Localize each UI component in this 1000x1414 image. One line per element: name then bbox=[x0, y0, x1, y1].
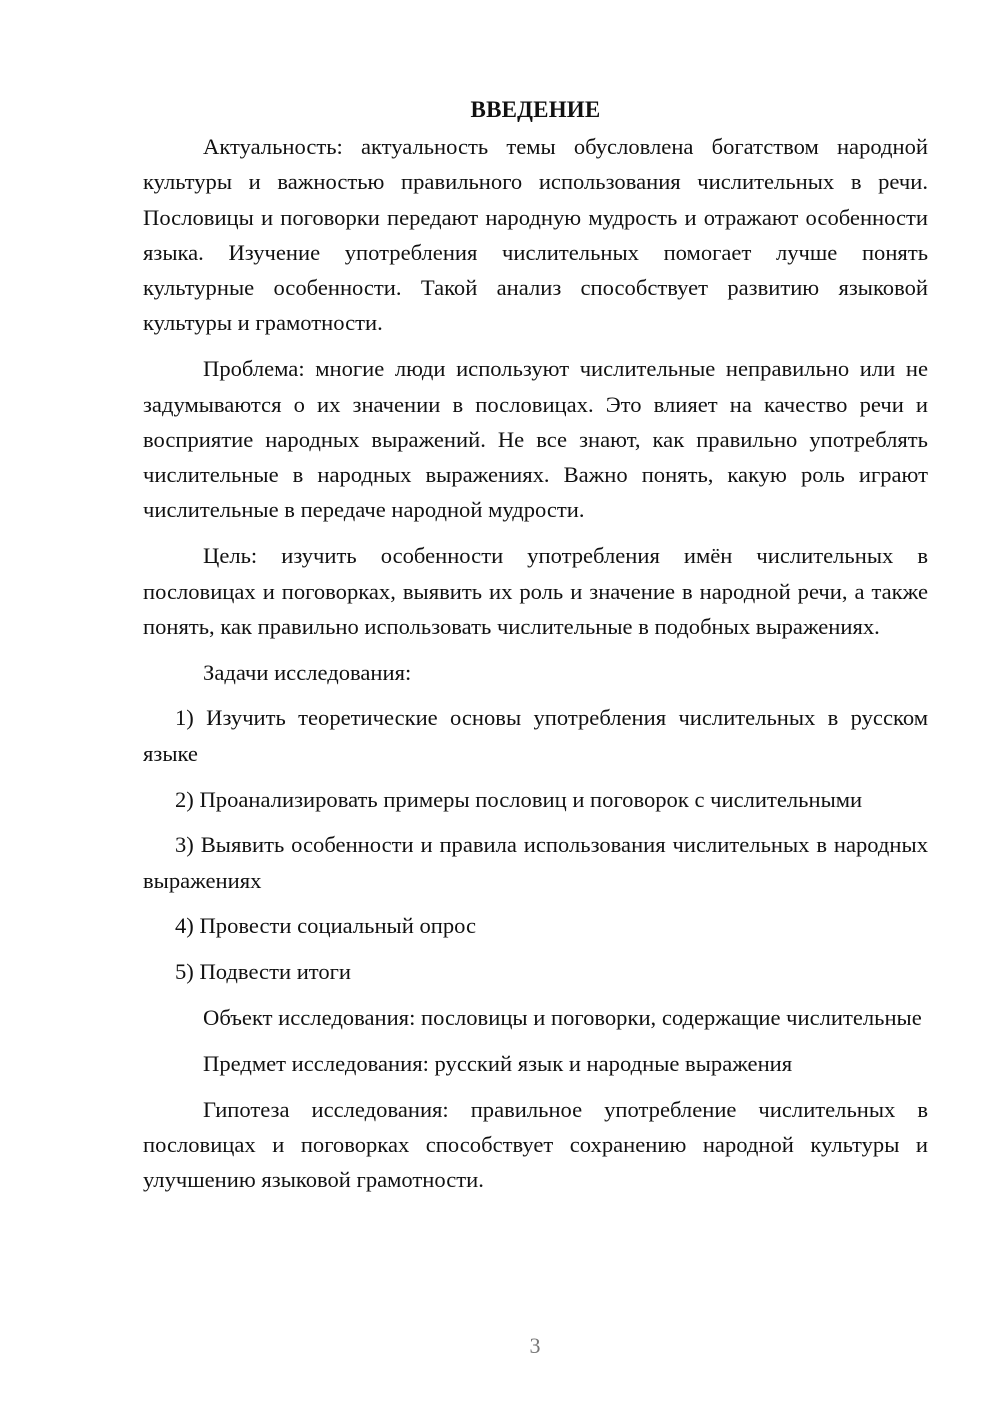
task-item-1: 1) Изучить теоретические основы употребления числительных в русском языке bbox=[143, 705, 928, 766]
page-number: 3 bbox=[529, 1333, 541, 1358]
tasks-heading: Задачи исследования: bbox=[203, 659, 412, 685]
problem-paragraph: Проблема: многие люди используют числительные неправильно или не задумываются о их значении в пословицах. Это влияет на качество речи и восприятие народных выражений. Не все знают, как правильно употреблять числительные в народных выражениях. Важно понять, какую роль играют числительные в передаче народной мудрости. bbox=[143, 356, 928, 523]
subject-paragraph: Предмет исследования: русский язык и народные выражения bbox=[203, 1050, 793, 1076]
task-item-3: 3) Выявить особенности и правила использования числительных в народных выражениях bbox=[143, 832, 928, 893]
task-item-2: 2) Проанализировать примеры пословиц и поговорок с числительными bbox=[175, 786, 863, 812]
section-title: ВВЕДЕНИЕ bbox=[470, 97, 601, 122]
hypothesis-paragraph: Гипотеза исследования: правильное употребление числительных в пословицах и поговорках способствует сохранению народной культуры и улучшению языковой грамотности. bbox=[143, 1096, 928, 1193]
goal-paragraph: Цель: изучить особенности употребления имён числительных в пословицах и поговорках, выявить их роль и значение в народной речи, а также понять, как правильно использовать числительные в подобных выражениях. bbox=[143, 543, 928, 639]
task-item-5: 5) Подвести итоги bbox=[175, 959, 352, 985]
relevance-paragraph: Актуальность: актуальность темы обусловлена богатством народной культуры и важностью правильного использования числительных в речи. Пословицы и поговорки передают народную мудрость и отражают особенности языка. Изучение употребления числительных помогает лучше понять культурные особенности. Такой анализ способствует развитию языковой культуры и грамотности. bbox=[143, 134, 928, 336]
page-content bbox=[143, 92, 928, 1198]
task-item-4: 4) Провести социальный опрос bbox=[175, 913, 477, 939]
object-paragraph: Объект исследования: пословицы и поговорки, содержащие числительные bbox=[203, 1005, 922, 1031]
